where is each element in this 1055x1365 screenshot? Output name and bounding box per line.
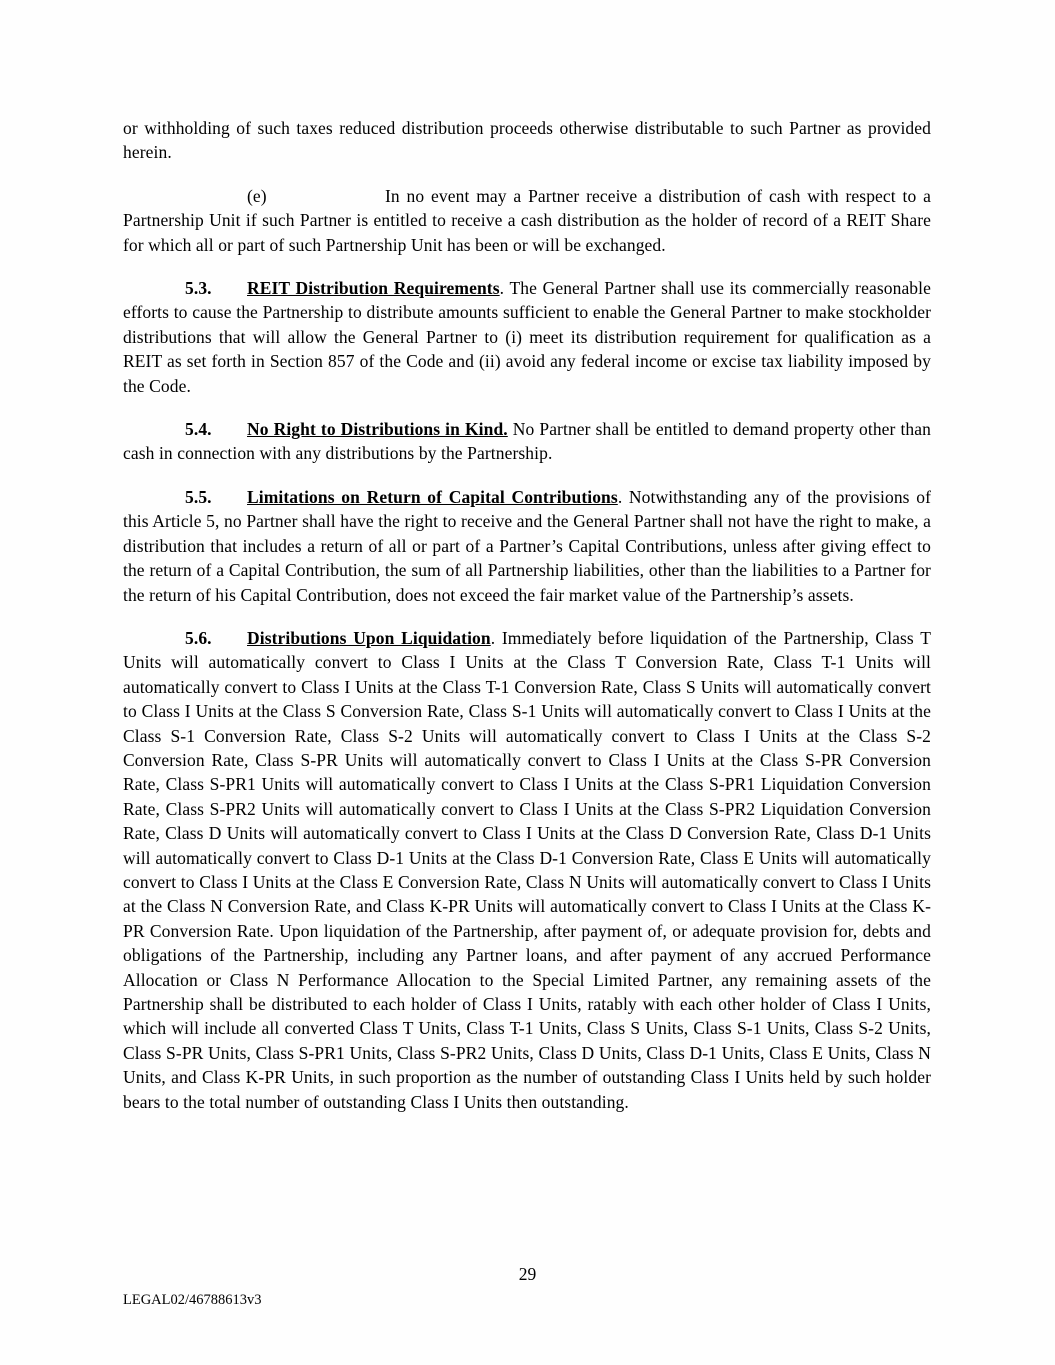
paragraph-item-e <box>123 184 931 257</box>
item-e-text: In no event may a Partner receive a distribution of cash with respect to a Partnership Unit if such Partner is entitled to receive a cash distribution as the holder of record of a REIT Share for which all or part of such Partnership Unit has been or will be exchanged. <box>123 185 931 255</box>
section-5-4 <box>123 417 931 466</box>
paragraph-continuation: or withholding of such taxes reduced distribution proceeds otherwise distributable to such Partner as provided herein. <box>123 118 931 163</box>
section-5-4-heading: No Right to Distributions in Kind. <box>247 419 508 440</box>
section-5-5-heading: Limitations on Return of Capital Contributions <box>247 486 618 507</box>
section-5-3-heading: REIT Distribution Requirements <box>247 278 500 299</box>
section-5-6-heading: Distributions Upon Liquidation <box>247 627 491 648</box>
section-5-4-text: No Partner shall be entitled to demand property other than cash in connection with any distributions by the Partnership. <box>123 419 931 464</box>
document-id: LEGAL02/46788613v3 <box>123 1292 262 1308</box>
section-5-6-number: 5.6. <box>185 627 212 648</box>
section-5-5-number: 5.5. <box>185 486 212 507</box>
section-5-5 <box>123 485 931 607</box>
section-5-6 <box>123 626 931 1114</box>
page-number: 29 <box>518 1264 537 1284</box>
section-5-4-number: 5.4. <box>185 419 212 440</box>
section-5-3-number: 5.3. <box>185 278 212 299</box>
section-5-5-text: . Notwithstanding any of the provisions of this Article 5, no Partner shall have the right to receive and the General Partner shall not have the right to make, a distribution that includes a return of all or part of a Partner’s Capital Contributions, unless after giving effect to the return of a Capital Contribution, the sum of all Partnership liabilities, other than the liabilities to a Partner for the return of his Capital Contribution, does not exceed the fair market value of the Partnership’s assets. <box>123 486 932 605</box>
section-5-6-text: . Immediately before liquidation of the Partnership, Class T Units will automatically convert to Class I Units at the Class T Conversion Rate, Class T-1 Units will automatically convert to Class I Units at the Class T-1 Conversion Rate, Class S Units will automatically convert to Class I Units at the Class S Conversion Rate, Class S-1 Units will automatically convert to Class I Units at the Class S-1 Conversion Rate, Class S-2 Units will automatically convert to Class I Units at the Class S-2 Conversion Rate, Class S-PR Units will automatically convert to Class I Units at the Class S-PR Conversion Rate, Class S-PR1 Units will automatically convert to Class I Units at the Class S-PR1 Liquidation Conversion Rate, Class S-PR2 Units will automatically convert to Class I Units at the Class S-PR2 Liquidation Conversion Rate, Class D Units will automatically convert to Class I Units at the Class D Conversion Rate, Class D-1 Units will automatically convert to Class D-1 Units at the Class D-1 Conversion Rate, Class E Units will automatically convert to Class I Units at the Class E Conversion Rate, Class N Units will automatically convert to Class I Units at the Class N Conversion Rate, and Class K-PR Units will automatically convert to Class I Units at the Class K-PR Conversion Rate. Upon liquidation of the Partnership, after payment of, or adequate provision for, debts and obligations of the Partnership, including any Partner loans, and after payment of any accrued Performance Allocation or Class N Performance Allocation to the Special Limited Partner, any remaining assets of the Partnership shall be distributed to each holder of Class I Units, ratably with each other holder of Class I Units, which will include all converted Class T Units, Class T-1 Units, Class S Units, Class S-1 Units, Class S-2 Units, Class S-PR Units, Class S-PR1 Units, Class S-PR2 Units, Class D Units, Class D-1 Units, Class E Units, Class N Units, and Class K-PR Units, in such proportion as the number of outstanding Class I Units held by such holder bears to the total number of outstanding Class I Units then outstanding. <box>123 627 931 1112</box>
document-content <box>123 116 931 1133</box>
item-e-label: (e) <box>247 185 267 206</box>
section-5-3-text: . The General Partner shall use its commercially reasonable efforts to cause the Partnership to distribute amounts sufficient to enable the General Partner to make stockholder distributions that will allow the General Partner to (i) meet its distribution requirement for qualification as a REIT as set forth in Section 857 of the Code and (ii) avoid any federal income or excise tax liability imposed by the Code. <box>123 278 931 396</box>
section-5-3 <box>123 276 931 398</box>
